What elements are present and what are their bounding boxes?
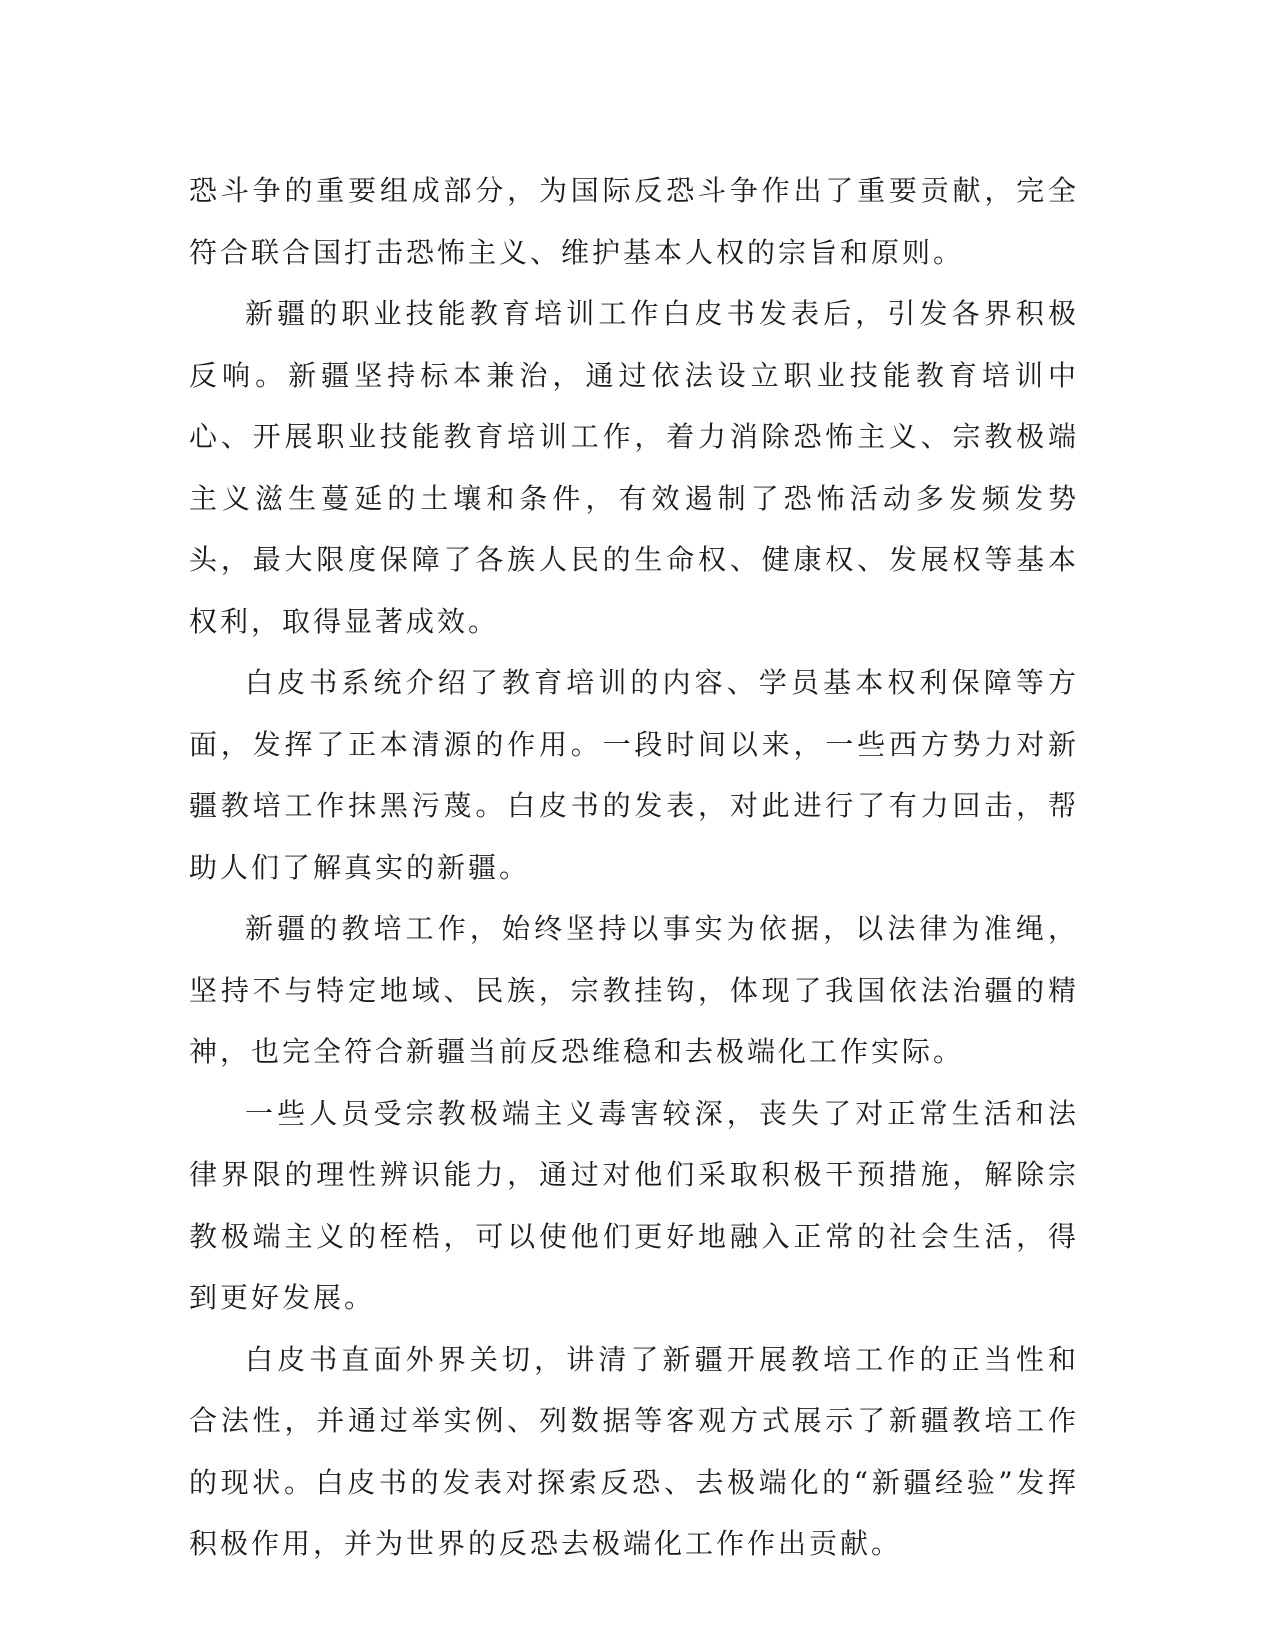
paragraph-4: 新疆的教培工作，始终坚持以事实为依据，以法律为准绳，坚持不与特定地域、民族，宗教挂钩，体现了我国依法治疆的精神，也完全符合新疆当前反恐维稳和去极端化工作实际。 [189,912,1079,1068]
paragraph-5: 一些人员受宗教极端主义毒害较深，丧失了对正常生活和法律界限的理性辨识能力，通过对他们采取积极干预措施，解除宗教极端主义的桎梏，可以使他们更好地融入正常的社会生活，得到更好发展。 [189,1096,1079,1314]
paragraph-1: 恐斗争的重要组成部分，为国际反恐斗争作出了重要贡献，完全符合联合国打击恐怖主义、维护基本人权的宗旨和原则。 [189,174,1079,269]
paragraph-6: 白皮书直面外界关切，讲清了新疆开展教培工作的正当性和合法性，并通过举实例、列数据等客观方式展示了新疆教培工作的现状。白皮书的发表对探索反恐、去极端化的“新疆经验”发挥积极作用，并为世界的反恐去极端化工作作出贡献。 [189,1342,1079,1560]
paragraph-3: 白皮书系统介绍了教育培训的内容、学员基本权利保障等方面，发挥了正本清源的作用。一段时间以来，一些西方势力对新疆教培工作抹黑污蔑。白皮书的发表，对此进行了有力回击，帮助人们了解真实的新疆。 [189,666,1079,884]
document-body [189,160,1079,1575]
paragraph-2: 新疆的职业技能教育培训工作白皮书发表后，引发各界积极反响。新疆坚持标本兼治，通过依法设立职业技能教育培训中心、开展职业技能教育培训工作，着力消除恐怖主义、宗教极端主义滋生蔓延的土壤和条件，有效遏制了恐怖活动多发频发势头，最大限度保障了各族人民的生命权、健康权、发展权等基本权利，取得显著成效。 [189,297,1079,638]
